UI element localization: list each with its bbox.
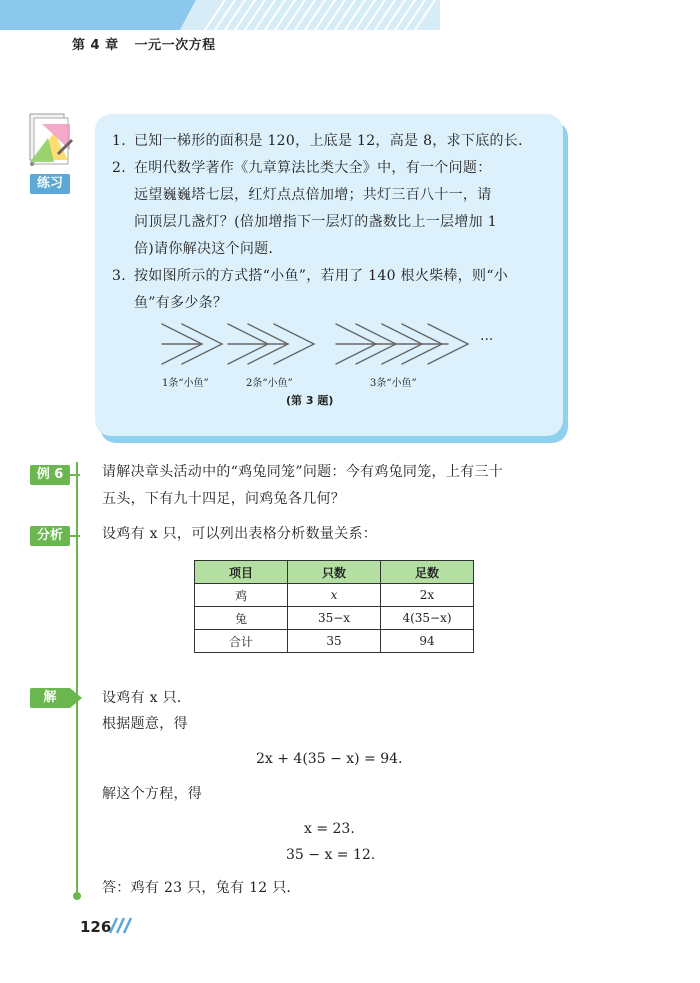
- practice-pencil-icon: [24, 110, 76, 170]
- example-line-2: 五头，下有九十四足，问鸡兔各几何？: [102, 491, 346, 507]
- page-number-slashes: [108, 916, 134, 934]
- green-rule-end-dot: [73, 892, 81, 900]
- solution-line-1: 设鸡有 x 只．: [102, 690, 192, 706]
- practice-line-1: 1. 已知一梯形的面积是 120，上底是 12，高是 8，求下底的长．: [112, 133, 533, 149]
- practice-line-2: 2. 在明代数学著作《九章算法比类大全》中，有一个问题：: [112, 160, 492, 176]
- solution-line-2: 根据题意，得: [102, 716, 188, 732]
- table-cell: 合计: [195, 630, 288, 653]
- solution-equation-3: 35 − x = 12.: [286, 847, 376, 863]
- example-tick: [70, 474, 80, 476]
- solution-answer: 答：鸡有 23 只，兔有 12 只．: [102, 880, 301, 896]
- table-header-cell: 足数: [381, 561, 474, 584]
- fish-caption-1: 1条“小鱼”: [162, 378, 209, 389]
- green-vertical-rule: [76, 462, 78, 896]
- table-cell: 鸡: [195, 584, 288, 607]
- table-header-cell: 项目: [195, 561, 288, 584]
- solution-tag: 解: [30, 688, 70, 708]
- table-cell: 2x: [381, 584, 474, 607]
- example-line-1: 请解决章头活动中的“鸡兔同笼”问题：今有鸡兔同笼，上有三十: [102, 464, 504, 480]
- practice-line-6: 3. 按如图所示的方式搭“小鱼”，若用了 140 根火柴棒，则“小: [112, 268, 509, 284]
- table-row: [195, 630, 474, 653]
- fish-caption-2: 2条“小鱼”: [246, 378, 293, 389]
- analysis-text: 设鸡有 x 只，可以列出表格分析数量关系：: [102, 526, 378, 542]
- analysis-tick: [70, 535, 80, 537]
- practice-line-3: 远望巍巍塔七层，红灯点点倍加增；共灯三百八十一，请: [134, 187, 492, 203]
- solution-equation-2: x = 23.: [304, 821, 355, 837]
- fish-caption-3: 3条“小鱼”: [370, 378, 417, 389]
- table-cell: 35: [288, 630, 381, 653]
- solution-equation-1: 2x + 4(35 − x) = 94.: [256, 751, 403, 767]
- analysis-tag: 分析: [30, 526, 70, 546]
- page-number: 126: [80, 918, 112, 936]
- practice-line-7: 鱼”有多少条？: [134, 295, 228, 311]
- practice-line-5: 倍)请你解决这个问题．: [134, 241, 283, 257]
- chapter-header: [72, 34, 216, 53]
- analysis-table: [194, 560, 474, 653]
- figure-caption: (第 3 题): [286, 394, 334, 407]
- fish-ellipsis: ···: [480, 332, 494, 348]
- solution-tag-arrow: [70, 688, 82, 708]
- table-cell: 4(35−x): [381, 607, 474, 630]
- table-cell: 35−x: [288, 607, 381, 630]
- chapter-title: 一元一次方程: [134, 38, 216, 53]
- chapter-number: 第 4 章: [72, 38, 119, 53]
- table-cell: x: [288, 584, 381, 607]
- solution-line-3: 解这个方程，得: [102, 786, 203, 802]
- table-header-row: [195, 561, 474, 584]
- table-header-cell: 只数: [288, 561, 381, 584]
- example-tag: 例 6: [30, 465, 70, 485]
- table-cell: 兔: [195, 607, 288, 630]
- practice-tag: 练习: [30, 174, 70, 194]
- table-row: [195, 584, 474, 607]
- table-cell: 94: [381, 630, 474, 653]
- practice-line-4: 问顶层几盏灯？(倍加增指下一层灯的盏数比上一层增加 1: [134, 214, 497, 230]
- top-decorative-band: [0, 0, 700, 30]
- table-row: [195, 607, 474, 630]
